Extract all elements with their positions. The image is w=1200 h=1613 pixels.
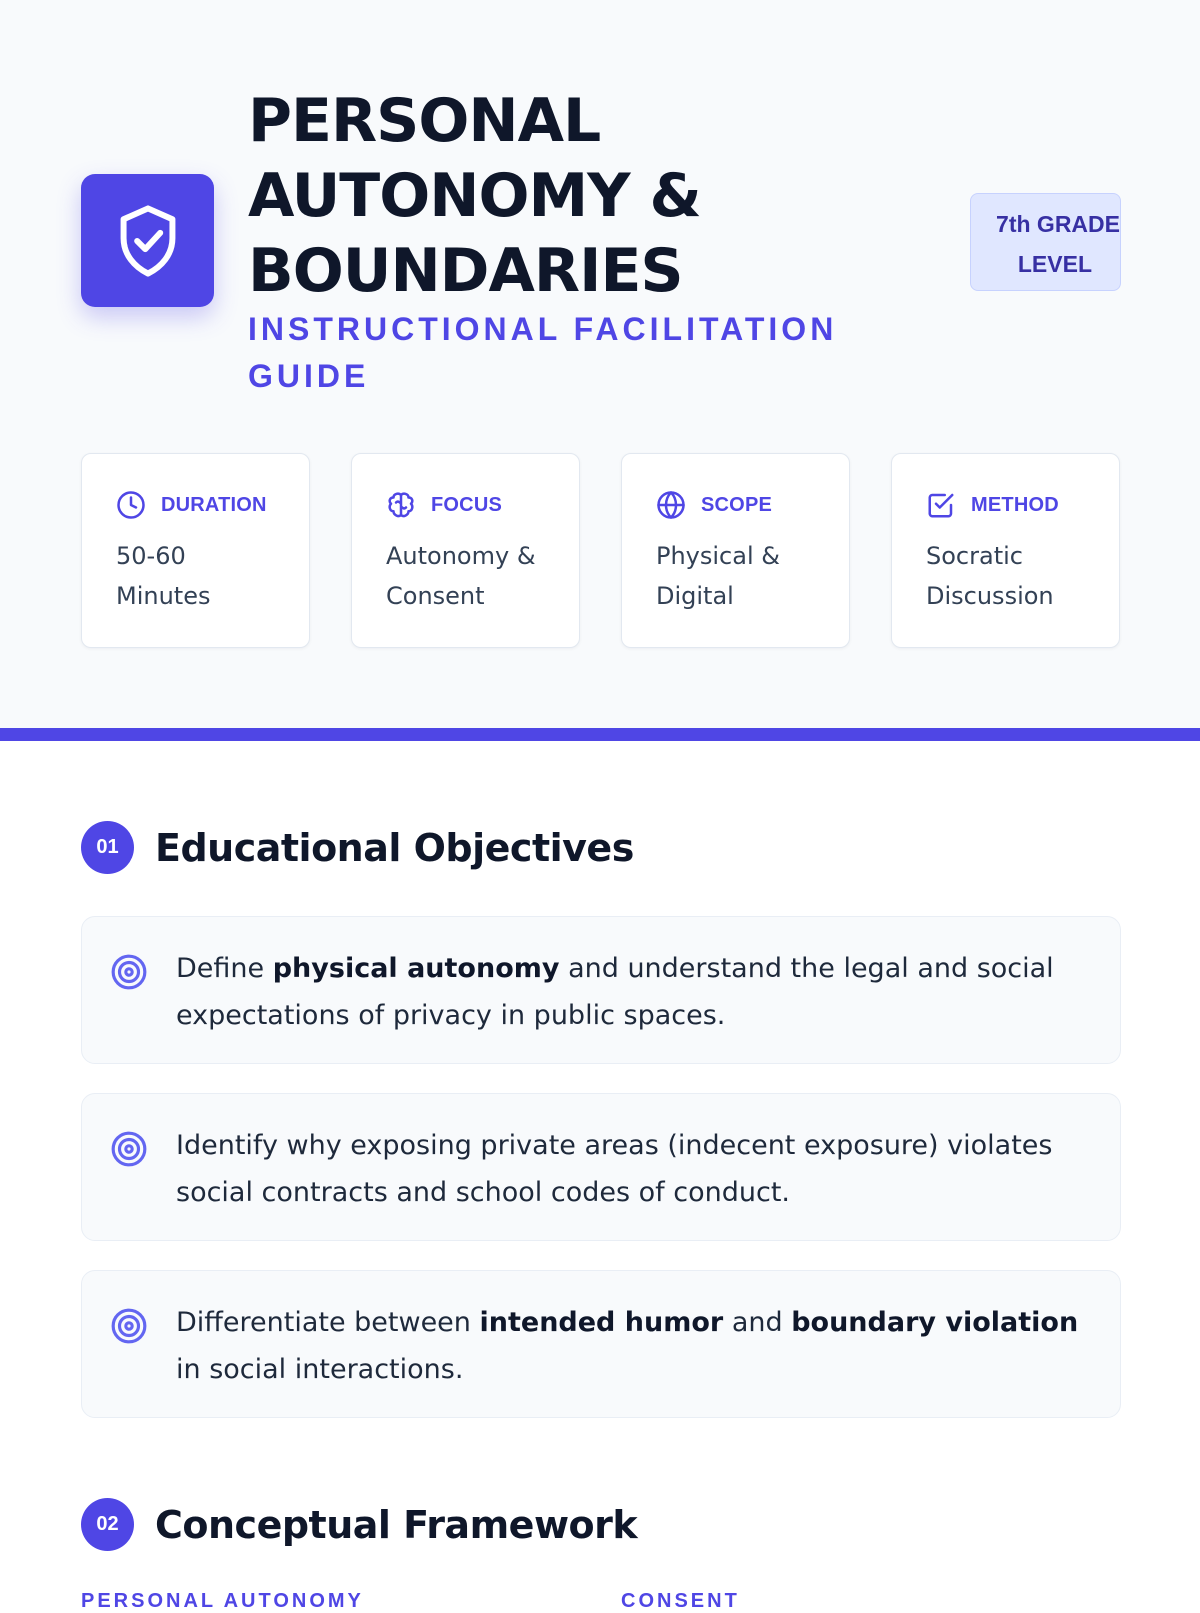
card-value-line: Physical & bbox=[656, 542, 780, 570]
objective-text-part: Differentiate between bbox=[176, 1307, 480, 1338]
page-subtitle bbox=[248, 306, 888, 400]
card-label: SCOPE bbox=[701, 493, 773, 516]
shield-check-icon bbox=[115, 203, 181, 279]
card-value-line: 50-60 bbox=[116, 542, 186, 570]
section-header-objectives bbox=[81, 821, 634, 874]
clock-icon bbox=[116, 490, 146, 520]
subtitle-line: GUIDE bbox=[248, 358, 370, 394]
globe-icon bbox=[656, 490, 686, 520]
subtitle-line: INSTRUCTIONAL FACILITATION bbox=[248, 311, 838, 347]
hero-divider bbox=[0, 728, 1200, 741]
objective-text-bold: physical autonomy bbox=[272, 953, 560, 984]
card-value-line: Minutes bbox=[116, 582, 211, 610]
info-card-method bbox=[891, 453, 1120, 648]
card-value-line: Consent bbox=[386, 582, 485, 610]
objective-text bbox=[176, 1299, 1096, 1393]
section-number: 01 bbox=[81, 821, 134, 874]
card-value bbox=[116, 536, 291, 616]
section-header-framework bbox=[81, 1498, 637, 1551]
grade-line: 7th GRADE bbox=[996, 211, 1120, 237]
title-line: BOUNDARIES bbox=[248, 236, 683, 306]
info-card-duration bbox=[81, 453, 310, 648]
target-icon bbox=[110, 1307, 148, 1345]
card-caption bbox=[926, 490, 1059, 520]
card-value bbox=[386, 536, 561, 616]
objective-text-part: Identify why exposing private areas (indecent exposure) violates social contracts and school codes of conduct. bbox=[176, 1130, 1053, 1208]
card-value-line: Autonomy & bbox=[386, 542, 536, 570]
objective-text-part: and bbox=[723, 1307, 792, 1338]
target-icon bbox=[110, 1130, 148, 1168]
objective-item bbox=[81, 1093, 1121, 1241]
objective-item bbox=[81, 1270, 1121, 1418]
card-caption bbox=[656, 490, 772, 520]
section-number: 02 bbox=[81, 1498, 134, 1551]
objective-text bbox=[176, 1122, 1096, 1216]
grade-line: LEVEL bbox=[1017, 251, 1092, 277]
objective-text-bold: boundary violation bbox=[791, 1307, 1079, 1338]
card-value bbox=[926, 536, 1101, 616]
framework-columns bbox=[81, 1590, 1121, 1610]
objective-text-part: Define bbox=[176, 953, 273, 984]
card-caption bbox=[386, 490, 502, 520]
info-card-focus bbox=[351, 453, 580, 648]
logo-badge bbox=[81, 174, 214, 307]
card-label: FOCUS bbox=[431, 493, 502, 516]
section-title: Educational Objectives bbox=[155, 825, 634, 870]
grade-level-badge bbox=[970, 193, 1121, 291]
card-label: DURATION bbox=[161, 493, 267, 516]
section-title: Conceptual Framework bbox=[155, 1502, 638, 1547]
objective-text-bold: intended humor bbox=[479, 1307, 724, 1338]
info-card-scope bbox=[621, 453, 850, 648]
objective-text-part: in social interactions. bbox=[176, 1354, 464, 1385]
objective-text-part: and understand the legal and social expectations of privacy in public spaces. bbox=[176, 953, 1054, 1031]
card-value-line: Discussion bbox=[926, 582, 1054, 610]
title-line: PERSONAL bbox=[248, 86, 601, 156]
framework-column-label: PERSONAL AUTONOMY bbox=[81, 1590, 364, 1612]
card-caption bbox=[116, 490, 267, 520]
card-value-line: Digital bbox=[656, 582, 734, 610]
card-label: METHOD bbox=[971, 493, 1059, 516]
checkbox-icon bbox=[926, 490, 956, 520]
target-icon bbox=[110, 953, 148, 991]
card-value-line: Socratic bbox=[926, 542, 1023, 570]
page-title bbox=[248, 84, 948, 309]
objective-item bbox=[81, 916, 1121, 1064]
brain-icon bbox=[386, 490, 416, 520]
objective-text bbox=[176, 945, 1096, 1039]
card-value bbox=[656, 536, 831, 616]
framework-column-label: CONSENT bbox=[621, 1590, 740, 1612]
title-line: AUTONOMY & bbox=[248, 161, 701, 231]
